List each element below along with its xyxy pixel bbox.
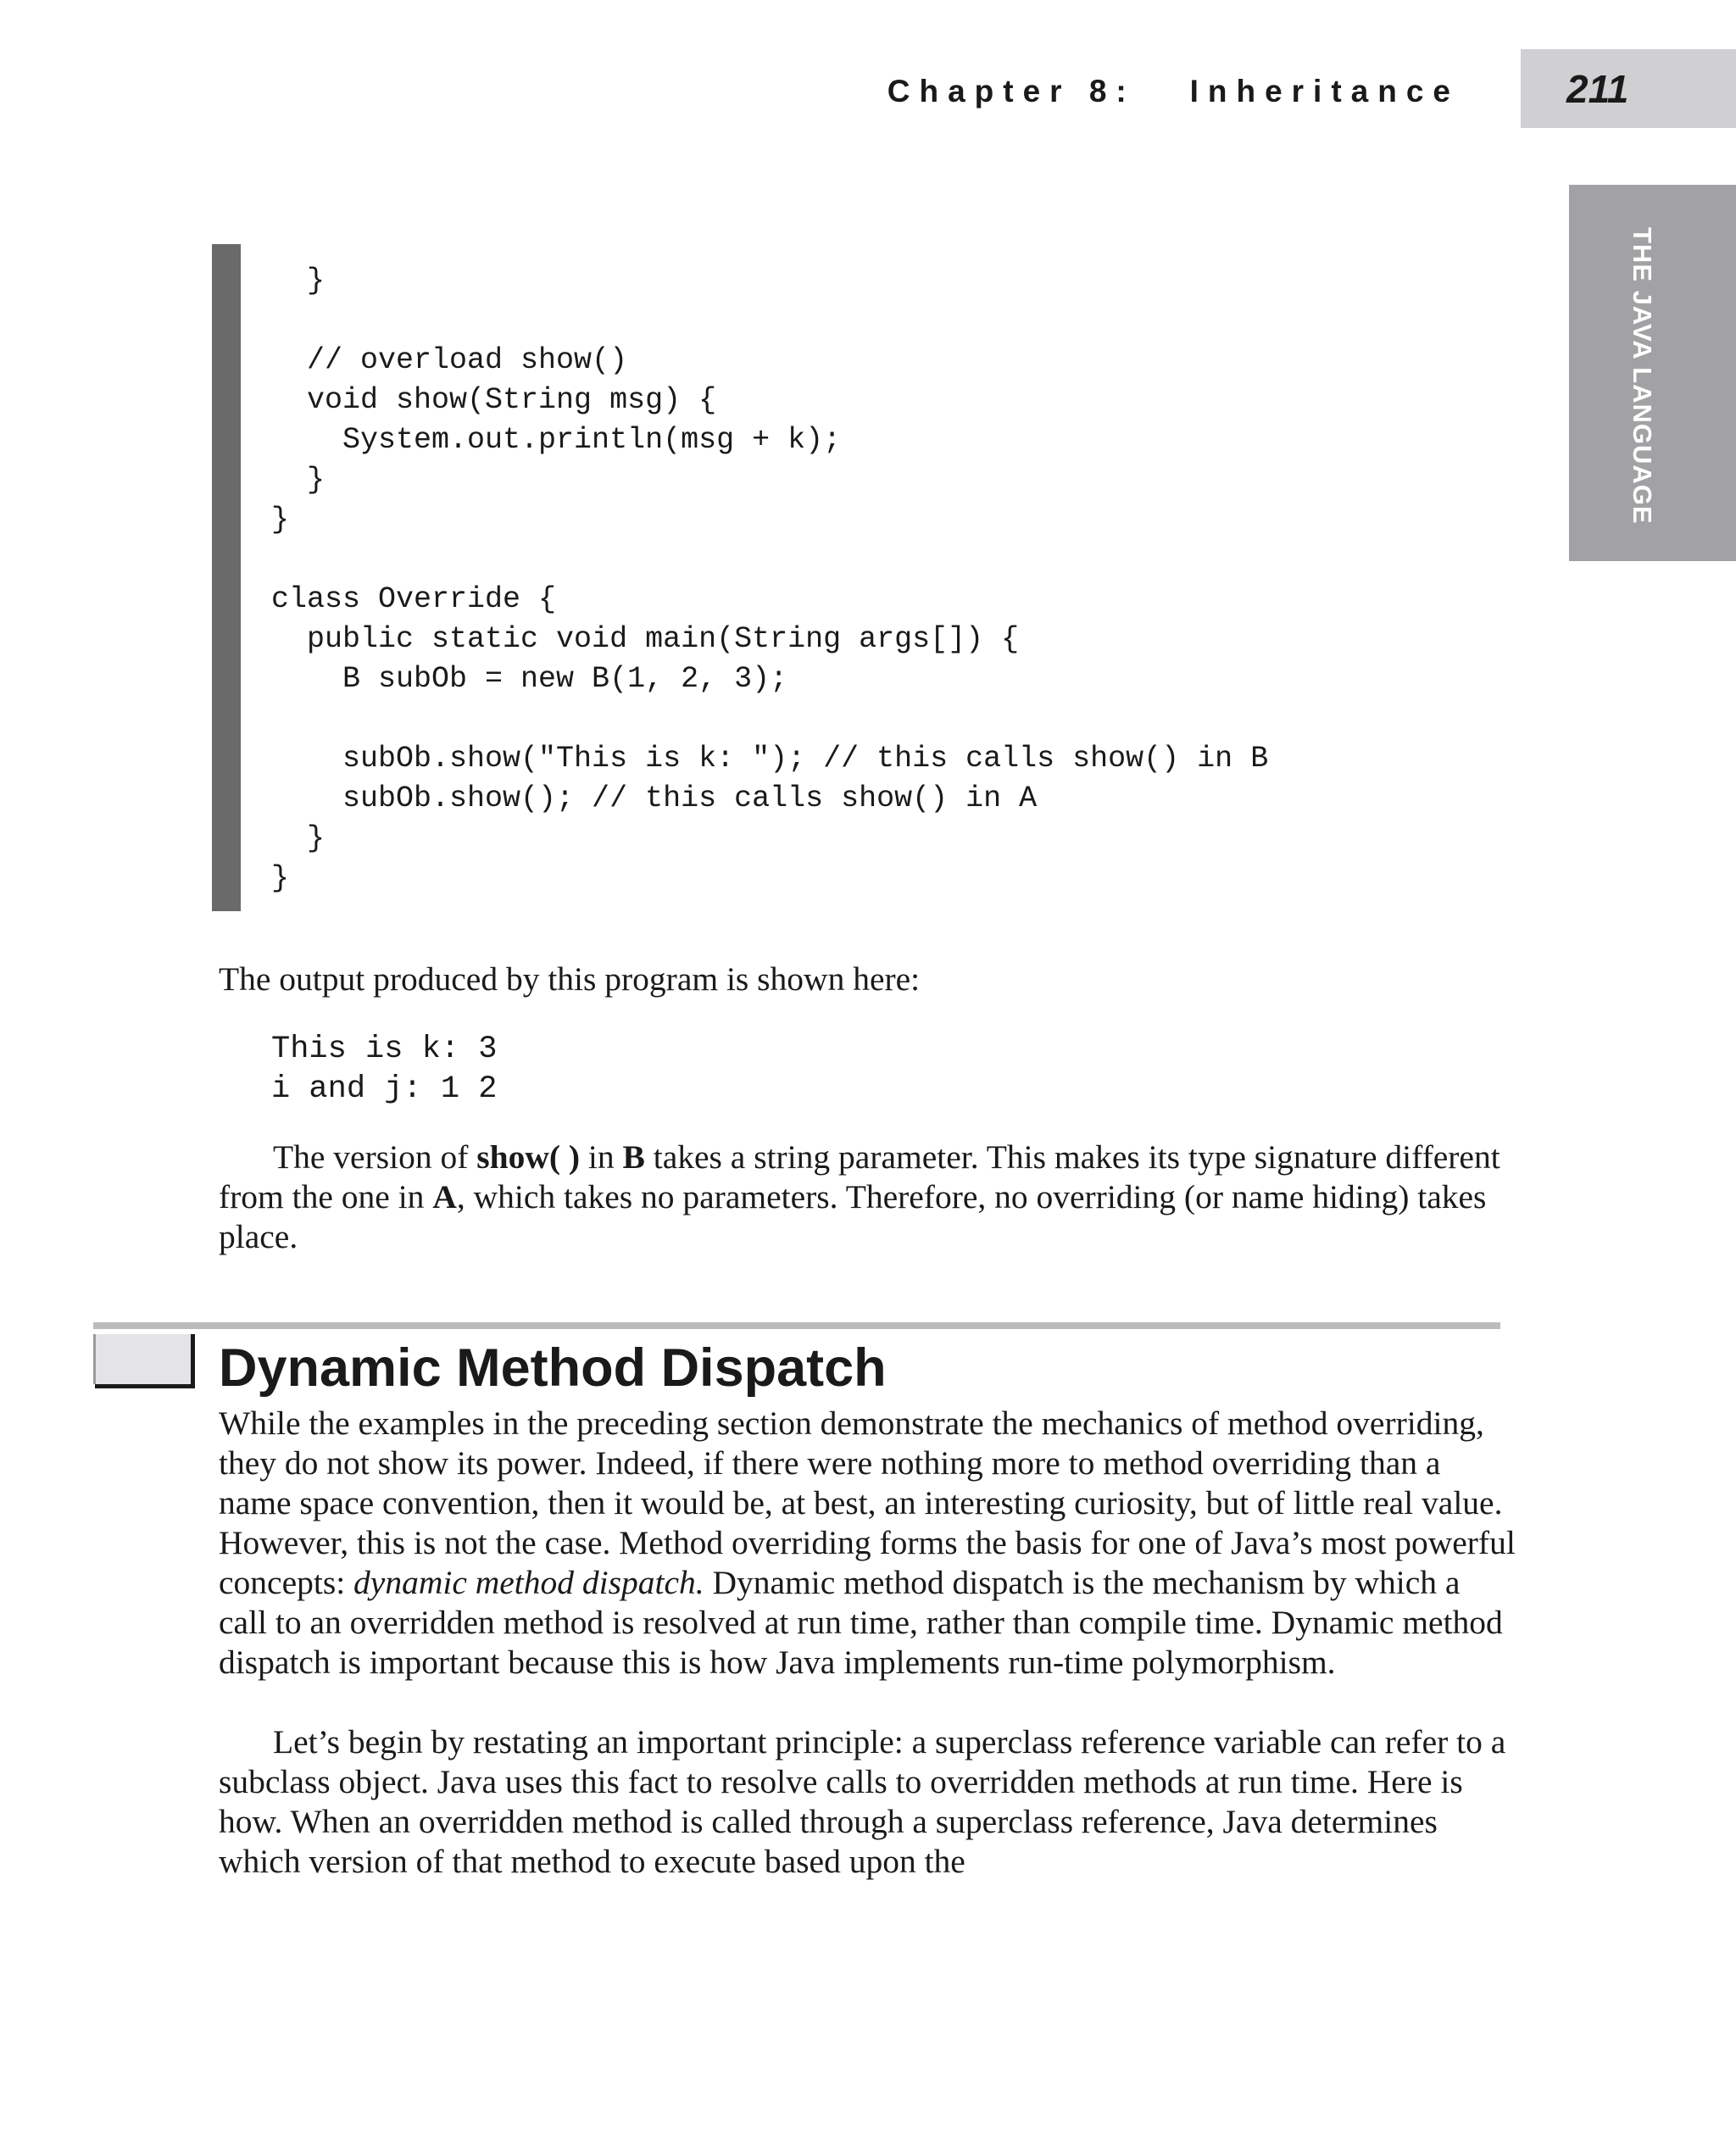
side-tab-label: THE JAVA LANGUAGE bbox=[1628, 227, 1657, 525]
running-head-chapter: Chapter 8: Inheritance bbox=[887, 74, 1460, 108]
section-divider-rule bbox=[93, 1322, 1500, 1329]
code-ref-show: show( ) bbox=[476, 1138, 581, 1176]
section-title: Dynamic Method Dispatch bbox=[219, 1338, 887, 1398]
code-line: } bbox=[271, 463, 326, 497]
section-heading-box bbox=[95, 1334, 195, 1388]
code-line bbox=[271, 699, 1268, 739]
text-run: The version of bbox=[273, 1138, 477, 1176]
text-run: While the examples in the preceding section demonstrate the mechanics of method overriding, they do not show its power. Indeed, if there were nothing more to method overriding than a name space convention, then it would be, at best, an interesting curiosity, but of little real value. However, this is not the case. Method overriding forms the basis for one of Java’s most powerful concepts: bbox=[219, 1405, 1516, 1601]
code-line: B subOb = new B(1, 2, 3); bbox=[271, 662, 788, 696]
text-run: Dynamic method dispatch is the mechanism by which a call to an overridden method is resolved at run time, rather than compile time. Dynamic method dispatch is important because this is how Java implements run-time polymorphism. bbox=[219, 1564, 1503, 1681]
code-line: class Override { bbox=[271, 582, 557, 616]
code-listing bbox=[271, 261, 1268, 898]
code-listing-bar bbox=[212, 244, 241, 911]
code-line: subOb.show(); // this calls show() in A bbox=[271, 782, 1038, 815]
code-line: subOb.show("This is k: "); // this calls show() in B bbox=[271, 742, 1269, 776]
output-line: This is k: 3 bbox=[271, 1032, 498, 1067]
principle-paragraph: Let’s begin by restating an important principle: a superclass reference variable can refer to a subclass object. Java uses this fact to resolve calls to overridden methods at run time. Here is how. When an overridden method is called through a superclass reference, Java determines which version of that method to execute based upon the bbox=[219, 1723, 1506, 1880]
text-run: , which takes no parameters. Therefore, no overriding (or name hiding) takes place. bbox=[219, 1178, 1487, 1255]
code-line: System.out.println(msg + k); bbox=[271, 423, 842, 457]
output-intro-paragraph: The output produced by this program is shown here: bbox=[219, 960, 921, 998]
code-line: void show(String msg) { bbox=[271, 383, 717, 417]
code-line: // overload show() bbox=[271, 343, 628, 377]
emphasis-term: dynamic method dispatch. bbox=[353, 1564, 704, 1601]
code-line: } bbox=[271, 503, 290, 537]
code-line: } bbox=[271, 264, 326, 298]
code-line: } bbox=[271, 821, 326, 855]
text-run: takes a string parameter. This makes its type signature different from the one in bbox=[219, 1138, 1500, 1215]
page-number-box bbox=[1521, 49, 1736, 128]
code-line bbox=[271, 540, 1268, 580]
code-line: } bbox=[271, 861, 290, 895]
page-number: 211 bbox=[1566, 67, 1629, 111]
code-line: public static void main(String args[]) { bbox=[271, 622, 1020, 656]
code-ref-class-b: B bbox=[622, 1138, 645, 1176]
version-paragraph bbox=[219, 1138, 1516, 1257]
side-thumb-tab bbox=[1569, 185, 1736, 561]
text-run: in bbox=[580, 1138, 623, 1176]
output-line: i and j: 1 2 bbox=[271, 1071, 498, 1107]
code-ref-class-a: A bbox=[432, 1178, 457, 1215]
program-output bbox=[271, 1030, 497, 1110]
dispatch-paragraph bbox=[219, 1404, 1516, 1683]
code-line bbox=[271, 301, 1268, 341]
